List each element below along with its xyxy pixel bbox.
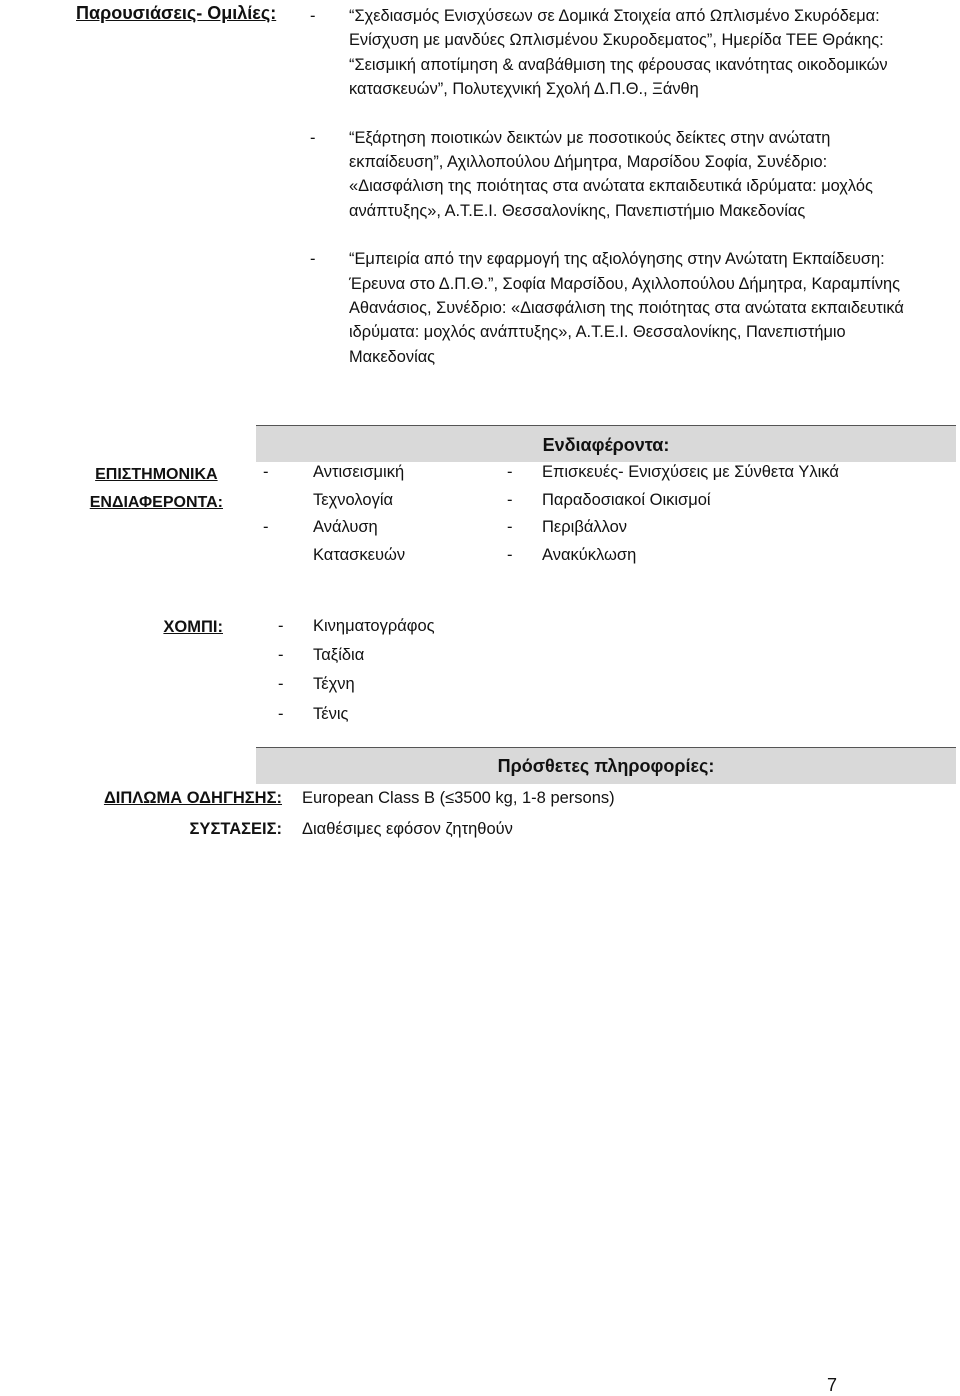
interest-text-line1: Ανάλυση [313,518,378,536]
page-number: 7 [827,1375,838,1395]
interest-item [507,459,839,487]
interest-text: Παραδοσιακοί Οικισμοί [542,490,711,509]
hobby-item [278,641,435,670]
list-dash: - [278,646,284,665]
interest-item [507,487,839,515]
hobbies-label: ΧΟΜΠΙ: [163,618,223,636]
hobby-item [278,700,435,729]
list-dash: - [507,518,513,536]
driving-license-row [0,789,960,813]
interests-label [90,461,223,517]
presentation-item [310,126,910,224]
presentation-item [310,247,910,369]
list-dash: - [310,250,316,269]
list-dash: - [278,675,284,694]
driving-license-label: ΔΙΠΛΩΜΑ ΟΔΗΓΗΣΗΣ: [103,789,282,807]
references-row [0,820,960,844]
hobby-text: Τέχνη [313,675,355,694]
interest-item [263,514,405,569]
interest-text: Περιβάλλον [542,518,628,536]
interest-item [507,514,839,542]
driving-license-value: European Class B (≤3500 kg, 1-8 persons) [302,789,615,807]
list-dash: - [278,704,284,723]
presentation-text: “Εμπειρία από την εφαρμογή της αξιολόγησης στην Ανώτατη Εκπαίδευση: Έρευνα στο Δ.Π.Θ.”, Σοφία Μαρσίδου, Αχιλλοπούλου Δήμητρα, Καραμπίνης Αθανάσιος, Συνέδριο: «Διασφάλιση της ποιότητας στα ανώτατα εκπαιδευτικά ιδρύματα: μοχλός ανάπτυξης», Α.Τ.Ε.Ι. Θεσσαλονίκης, Πανεπιστήμιο Μακεδονίας [349,250,904,366]
interests-column-1 [263,459,405,569]
interest-item [263,459,405,514]
list-dash: - [507,463,513,481]
interests-column-2 [507,459,839,569]
list-dash: - [263,463,269,481]
hobby-text: Κινηματογράφος [313,617,435,635]
interests-header-bar [256,425,956,462]
presentations-label: Παρουσιάσεις- Ομιλίες: [76,3,277,23]
list-dash: - [507,545,513,564]
list-dash: - [263,518,269,536]
references-value: Διαθέσιμες εφόσον ζητηθούν [302,820,513,838]
presentations-list [310,4,910,393]
hobby-item [278,612,435,641]
list-dash: - [310,128,316,147]
hobby-text: Ταξίδια [313,646,365,665]
interest-text: Ανακύκλωση [542,545,637,564]
hobby-item [278,670,435,699]
interest-text: Επισκευές- Ενισχύσεις με Σύνθετα Υλικά [542,463,839,481]
interest-text-line2: Κατασκευών [313,545,406,564]
interest-text-line1: Αντισεισμική [313,463,405,481]
list-dash: - [507,490,513,509]
references-label: ΣΥΣΤΑΣΕΙΣ: [189,820,282,838]
presentation-item [310,4,910,102]
list-dash: - [278,617,284,635]
interest-text-line2: Τεχνολογία [313,490,394,509]
list-dash: - [310,7,316,25]
interests-label-line2: ΕΝΔΙΑΦΕΡΟΝΤΑ: [89,494,223,511]
presentation-text: “Σχεδιασμός Ενισχύσεων σε Δομικά Στοιχεία από Ωπλισμένο Σκυρόδεμα: Ενίσχυση με μανδύες Ωπλισμένου Σκυροδεματος”, Ημερίδα ΤΕΕ Θράκης: “Σεισμική αποτίμηση & αναβάθμιση της φέρουσας ικανότητας οικοδομικών κατασκευών”, Πολυτεχνική Σχολή Δ.Π.Θ., Ξάνθη [349,7,888,99]
interests-label-line1: ΕΠΙΣΤΗΜΟΝΙΚΑ [95,466,218,483]
extra-info-header-bar [256,747,956,784]
extra-info-title: Πρόσθετες πληροφορίες: [497,756,715,776]
presentation-text: “Εξάρτηση ποιοτικών δεικτών με ποσοτικούς δείκτες στην ανώτατη εκπαίδευση”, Αχιλλοπούλου Δήμητρα, Μαρσίδου Σοφία, Συνέδριο: «Διασφάλιση της ποιότητας στα ανώτατα εκπαιδευτικά ιδρύματα: μοχλός ανάπτυξης», Α.Τ.Ε.Ι. Θεσσαλονίκης, Πανεπιστήμιο Μακεδονίας [349,128,873,220]
interest-item [507,542,839,570]
hobby-text: Τένις [313,704,349,723]
hobbies-list [278,612,435,729]
interests-title: Ενδιαφέροντα: [542,435,670,455]
